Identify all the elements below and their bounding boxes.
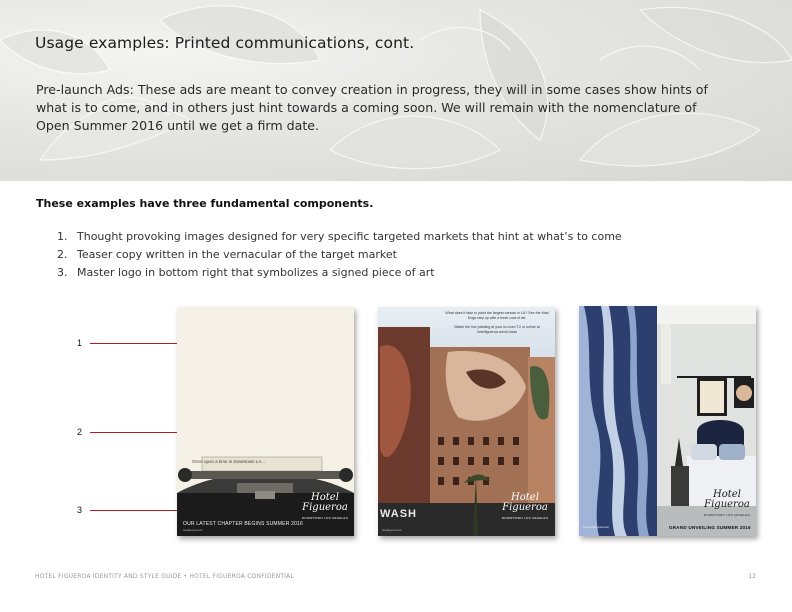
ad-url: www.hotelfigueroa.com	[583, 526, 609, 529]
callout-number: 1	[77, 338, 83, 348]
logo-subtext: DOWNTOWN LOS ANGELES	[703, 513, 751, 517]
wash-sign: WASH	[380, 508, 417, 520]
list-item-number: 2.	[57, 248, 68, 261]
ad-tagline: GRAND UNVEILING SUMMER 2016	[669, 525, 751, 530]
footer-text: HOTEL FIGUEROA IDENTITY AND STYLE GUIDE • HOTEL FIGUEROA CONFIDENTIAL	[35, 573, 294, 580]
list-item-text: Teaser copy written in the vernacular of the target market	[77, 248, 397, 261]
logo-wordmark: Hotel Figueroa	[302, 492, 348, 513]
list-item-text: Thought provoking images designed for very specific targeted markets that hint at what’s to come	[77, 230, 622, 243]
section-subhead: These examples have three fundamental components.	[36, 197, 374, 210]
logo-subtext: DOWNTOWN LOS ANGELES	[301, 516, 349, 520]
page-title: Usage examples: Printed communications, cont.	[35, 34, 415, 52]
hotel-figueroa-logo	[701, 490, 753, 517]
list-item	[57, 246, 622, 264]
components-list	[57, 228, 622, 282]
hero-banner	[0, 0, 792, 181]
page-number: 12	[748, 573, 756, 580]
callout-number: 3	[77, 505, 83, 515]
ad-url: hotelfigueroa.com	[382, 529, 402, 532]
intro-paragraph: Pre-launch Ads: These ads are meant to convey creation in progress, they will in some cases show hints of what is to come, and in others just hint towards a coming soon. We will remain with the nomenclature of Open Summer 2016 until we get a firm date.	[36, 82, 708, 133]
logo-wordmark: Hotel Figueroa	[704, 489, 750, 510]
ad-teaser-copy: What does it take to paint the largest canvas in LA? See the Mad Dogs step up with a fresh coat of art.	[445, 311, 549, 320]
ad-url: hotelfigueroa.com	[183, 529, 203, 532]
callout-number: 2	[77, 427, 83, 437]
list-item	[57, 228, 622, 246]
list-item-text: Master logo in bottom right that symbolizes a signed piece of art	[77, 266, 435, 279]
logo-wordmark: Hotel Figueroa	[502, 492, 548, 513]
hotel-figueroa-logo	[299, 493, 351, 520]
list-item-number: 3.	[57, 266, 68, 279]
list-item-number: 1.	[57, 230, 68, 243]
ad-example-3	[579, 306, 756, 536]
list-item	[57, 264, 622, 282]
ad-teaser-copy-2: Watch the live painting at your in-room TV or online at hotelfigueroa.com/Lowan	[454, 325, 540, 334]
ad-example-1	[177, 307, 354, 536]
ad-teaser-copy: Once upon a time in Downtown LA...	[192, 459, 266, 464]
callout-line	[90, 343, 184, 344]
ad-tagline: OUR LATEST CHAPTER BEGINS SUMMER 2016	[183, 521, 304, 527]
logo-subtext: DOWNTOWN LOS ANGELES	[501, 516, 549, 520]
ad-example-2	[378, 307, 555, 536]
hotel-figueroa-logo	[498, 493, 552, 520]
